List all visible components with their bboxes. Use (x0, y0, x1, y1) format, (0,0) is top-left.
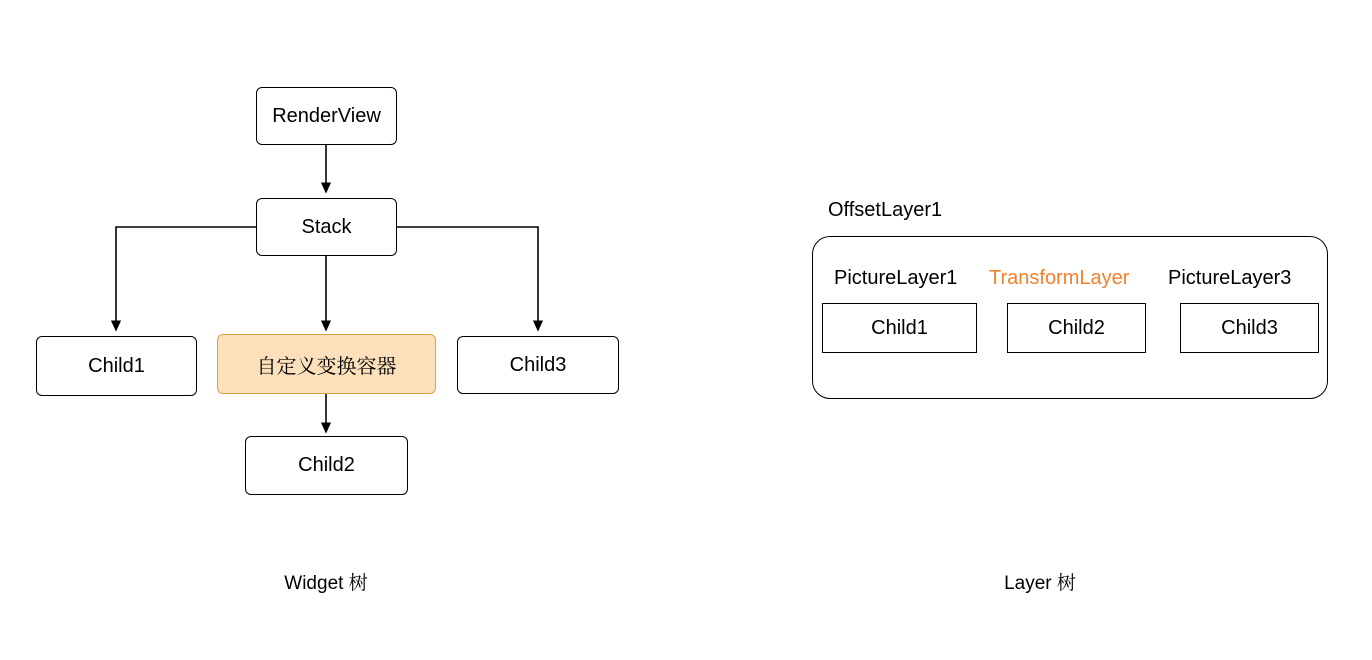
node-custom-transform-container-label: 自定义变换容器 (256, 355, 397, 378)
node-child1-label: Child1 (88, 354, 145, 377)
layer-child3-label: Child3 (1221, 316, 1278, 339)
node-custom-transform-container[interactable] (217, 334, 436, 394)
layer-tree-caption: Layer 树 (1004, 573, 1076, 594)
transformlayer-label: TransformLayer (989, 267, 1130, 289)
layer-child1-label: Child1 (871, 316, 928, 339)
layer-child3-box[interactable] (1180, 303, 1319, 353)
picturelayer1-label: PictureLayer1 (834, 267, 958, 289)
offsetlayer1-label: OffsetLayer1 (828, 199, 943, 221)
layer-child1-box[interactable] (822, 303, 977, 353)
widget-tree-caption: Widget 树 (284, 573, 368, 594)
layer-child2-label: Child2 (1048, 316, 1105, 339)
node-renderview[interactable] (256, 87, 397, 145)
node-child2[interactable] (245, 436, 408, 495)
node-child2-label: Child2 (298, 454, 355, 476)
node-child1[interactable] (36, 336, 197, 396)
node-stack[interactable] (256, 198, 397, 256)
picturelayer3-label: PictureLayer3 (1168, 267, 1292, 289)
layer-child2-box[interactable] (1007, 303, 1146, 353)
node-child3-label: Child3 (509, 353, 567, 376)
node-renderview-label: RenderView (272, 104, 381, 127)
node-stack-label: Stack (301, 215, 352, 238)
node-child3[interactable] (457, 336, 619, 394)
